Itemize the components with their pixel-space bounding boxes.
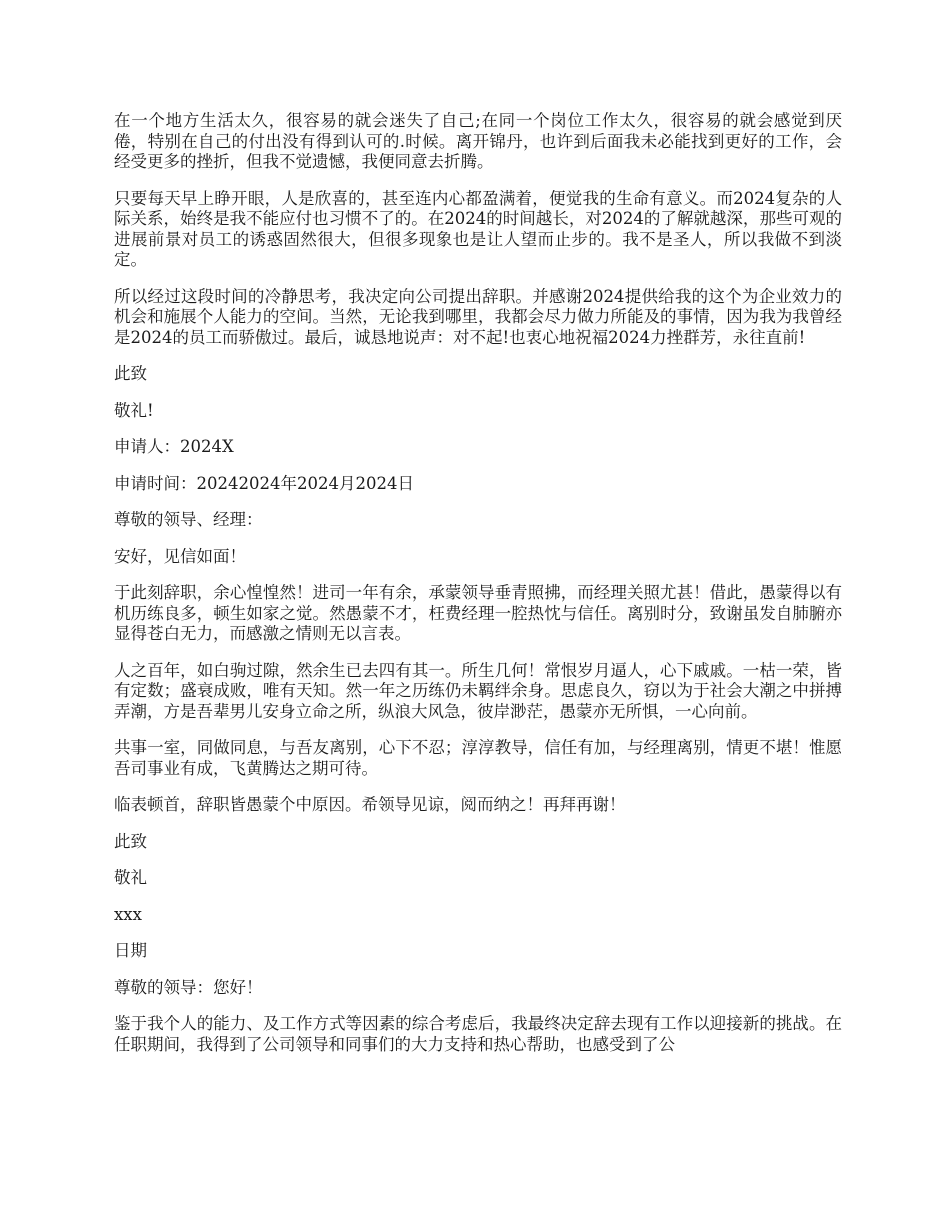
paragraph-3: 所以经过这段时间的冷静思考，我决定向公司提出辞职。并感谢2024提供给我的这个为企业效力的机会和施展个人能力的空间。当然，无论我到哪里，我都会尽力做力所能及的事情，因为我为我曾经是2024的员工而骄傲过。最后，诚恳地说声：对不起!也衷心地祝福2024力挫群芳，永往直前! xyxy=(114,286,842,347)
paragraph-2: 只要每天早上睁开眼，人是欣喜的，甚至连内心都盈满着，便觉我的生命有意义。而2024复杂的人际关系，始终是我不能应付也习惯不了的。在2024的时间越长，对2024的了解就越深，那些可观的进展前景对员工的诱惑固然很大，但很多现象也是让人望而止步的。我不是圣人，所以我做不到淡定。 xyxy=(114,188,842,269)
paragraph-6: 共事一室，同做同息，与吾友离别，心下不忍；淳淳教导，信任有加，与经理离别，情更不堪！惟愿吾司事业有成，飞黄腾达之期可待。 xyxy=(114,738,842,778)
applicant-line: 申请人：2024X xyxy=(114,437,234,456)
signature-name: xxx xyxy=(114,904,142,924)
greeting-line-3: 安好，见信如面！ xyxy=(114,546,246,566)
greeting-line-2: 尊敬的领导、经理： xyxy=(114,510,263,529)
paragraph-7: 临表顿首，辞职皆愚蒙个中原因。希领导见谅，阅而纳之！再拜再谢！ xyxy=(114,795,626,814)
closing-regards-2: 敬礼 xyxy=(114,868,147,887)
paragraph-8: 鉴于我个人的能力、及工作方式等因素的综合考虑后，我最终决定辞去现有工作以迎接新的挑战。在任职期间，我得到了公司领导和同事们的大力支持和热心帮助，也感受到了公 xyxy=(114,1014,842,1054)
closing-salutation-1: 此致 xyxy=(114,364,147,383)
closing-salutation-2: 此致 xyxy=(114,831,147,851)
document-page xyxy=(114,111,842,1071)
paragraph-5: 人之百年，如白驹过隙，然余生已去四有其一。所生几何！常恨岁月逼人，心下戚戚。一枯一荣，皆有定数；盛衰成败，唯有天知。然一年之历练仍未羁绊余身。思虑良久，窃以为于社会大潮之中拼搏弄潮，方是吾辈男儿安身立命之所，纵浪大风急，彼岸渺茫，愚蒙亦无所惧，一心向前。 xyxy=(114,660,842,721)
paragraph-4: 于此刻辞职，余心惶惶然！进司一年有余，承蒙领导垂青照拂，而经理关照尤甚！借此，愚蒙得以有机历练良多，顿生如家之觉。然愚蒙不才，枉费经理一腔热忱与信任。离别时分，致谢虽发自肺腑亦显得苍白无力，而感激之情则无以言表。 xyxy=(114,583,842,643)
signature-date: 日期 xyxy=(114,941,147,960)
closing-regards-1: 敬礼! xyxy=(114,400,154,420)
greeting-line-4: 尊敬的领导：您好！ xyxy=(114,977,263,997)
paragraph-1: 在一个地方生活太久，很容易的就会迷失了自己;在同一个岗位工作太久，很容易的就会感觉到厌倦，特别在自己的付出没有得到认可的.时候。离开锦丹，也许到后面我未必能找到更好的工作，会经受更多的挫折，但我不觉遗憾，我便同意去折腾。 xyxy=(114,111,842,171)
application-date-line: 申请时间：20242024年2024月2024日 xyxy=(114,473,414,493)
